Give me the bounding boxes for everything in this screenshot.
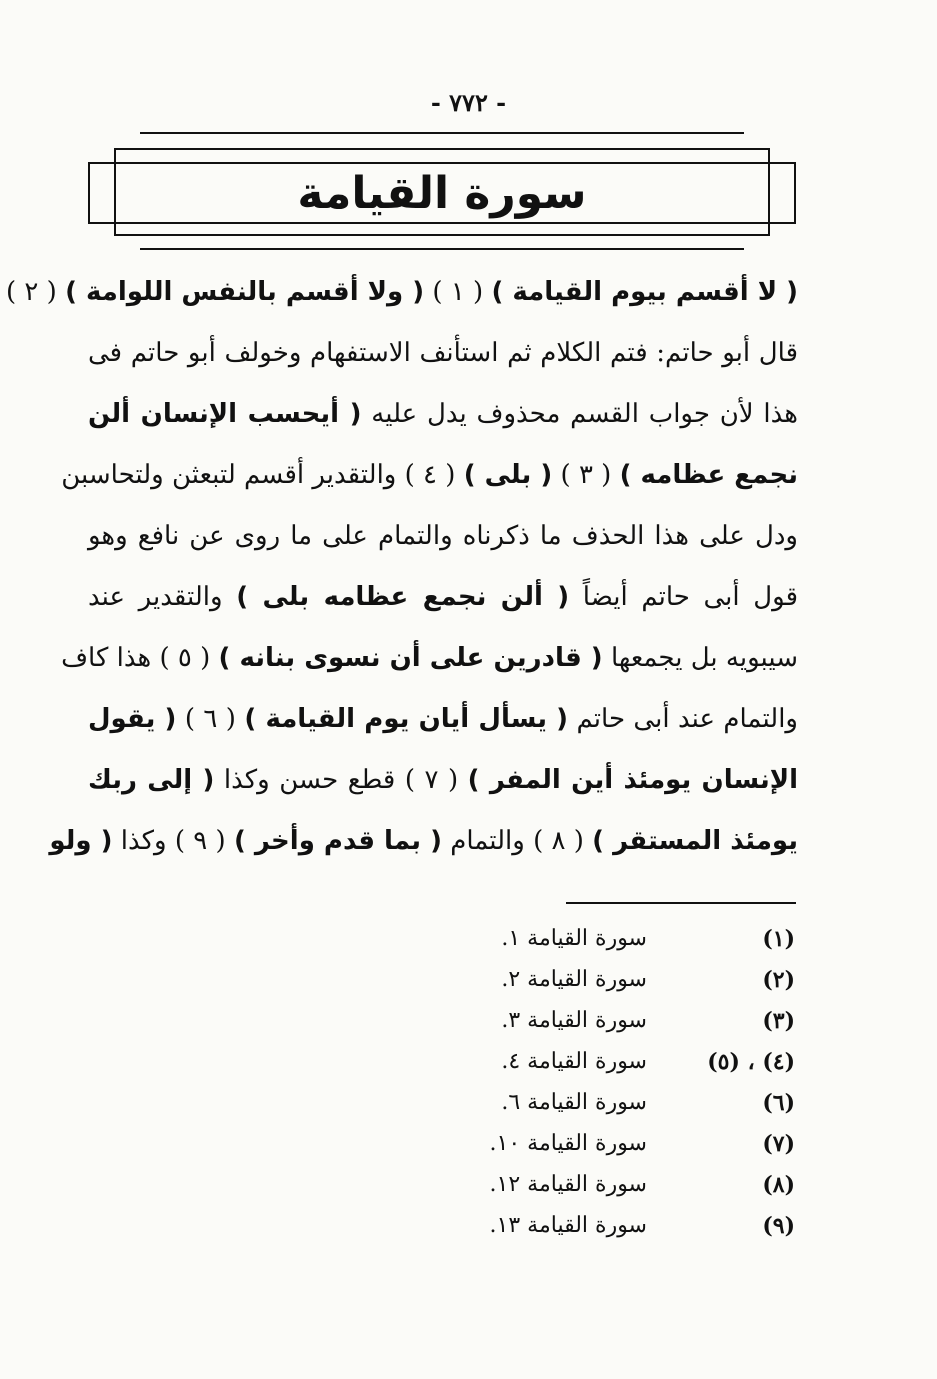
text-line: [88, 323, 798, 384]
frame-line-bottom-inner: [114, 234, 770, 236]
title-box: [88, 162, 796, 224]
footnote-item: [0, 1125, 937, 1166]
footnotes: [0, 920, 937, 1248]
quran-quote: ( ولا أقسم بالنفس اللوامة ): [65, 277, 425, 307]
quran-quote: يومئذ المستقر ): [592, 826, 798, 856]
footnote-item: [0, 1002, 937, 1043]
footnote-text: سورة القيامة ٣.: [501, 1008, 647, 1033]
footnote-number: (٨): [762, 1172, 795, 1198]
quran-quote: ( لا أقسم بيوم القيامة ): [491, 277, 798, 307]
commentary-text: ( ٣ ): [552, 460, 620, 490]
frame-line-top-outer: [140, 132, 744, 134]
footnote-item: [0, 1043, 937, 1084]
quran-quote: ( أيحسب الإنسان ألن: [88, 399, 362, 429]
commentary-text: ( ٩ ) وكذا: [112, 826, 234, 856]
page-number: - ٧٧٢ -: [430, 88, 507, 117]
footnote-text: سورة القيامة ٦.: [501, 1090, 647, 1115]
commentary-text: سيبويه بل يجمعها: [602, 643, 798, 673]
commentary-text: ( ١ ): [424, 277, 492, 307]
footnote-item: [0, 1166, 937, 1207]
commentary-text: ودل على هذا الحذف ما ذكرناه والتمام على ما روى عن نافع وهو: [88, 521, 798, 551]
commentary-text: ( ٤ ) والتقدير أقسم لتبعثن ولتحاسبن: [61, 460, 464, 490]
quran-quote: ( قادرين على أن نسوى بنانه ): [218, 643, 603, 673]
footnote-number: (٧): [762, 1131, 795, 1157]
commentary-text: ( ٢ ): [5, 277, 66, 307]
commentary-text: ( ٧ ) قطع حسن وكذا: [214, 765, 468, 795]
frame-line-bottom-outer: [140, 248, 744, 250]
quran-quote: ( إلى ربك: [88, 765, 215, 795]
footnote-number: (٦): [762, 1090, 795, 1116]
quran-quote: ( ألن نجمع عظامه بلى ): [236, 582, 570, 612]
footnote-number: (٩): [762, 1213, 795, 1239]
text-line: [88, 506, 798, 567]
footnote-text: سورة القيامة ١٢.: [489, 1172, 647, 1197]
footnote-text: سورة القيامة ٤.: [501, 1049, 647, 1074]
footnote-number: (٣): [762, 1008, 795, 1034]
footnote-number: (٤) ، (٥): [707, 1049, 795, 1075]
quran-quote: ( ولو: [49, 826, 113, 856]
body-text: [5, 262, 799, 872]
footnote-text: سورة القيامة ٢.: [501, 967, 647, 992]
text-line: [88, 567, 798, 628]
commentary-text: ( ٦ ): [176, 704, 245, 734]
footnote-item: [0, 920, 937, 961]
quran-quote: ( يسأل أيان يوم القيامة ): [244, 704, 569, 734]
title-frame: [88, 132, 798, 252]
text-line: [88, 384, 798, 445]
commentary-text: ( ٥ ) هذا كاف: [61, 643, 219, 673]
text-line: [5, 262, 798, 323]
text-line: [88, 689, 798, 750]
text-line: [49, 811, 798, 872]
commentary-text: والتقدير عند: [88, 582, 237, 612]
commentary-text: هذا لأن جواب القسم محذوف يدل عليه: [361, 399, 799, 429]
footnote-separator: [566, 902, 796, 904]
quran-quote: ( بما قدم وأخر ): [233, 826, 442, 856]
commentary-text: والتمام عند أبى حاتم: [568, 704, 798, 734]
footnote-item: [0, 1084, 937, 1125]
quran-quote: ( يقول: [88, 704, 177, 734]
text-line: [61, 445, 798, 506]
text-line: [88, 750, 798, 811]
text-line: [61, 628, 798, 689]
footnote-text: سورة القيامة ١٣.: [489, 1213, 647, 1238]
commentary-text: ( ٨ ) والتمام: [441, 826, 593, 856]
footnote-item: [0, 961, 937, 1002]
quran-quote: الإنسان يومئذ أين المفر ): [467, 765, 798, 795]
footnote-item: [0, 1207, 937, 1248]
commentary-text: قول أبى حاتم أيضاً: [569, 582, 799, 612]
footnote-number: (٢): [762, 967, 795, 993]
footnote-text: سورة القيامة ١٠.: [489, 1131, 647, 1156]
footnote-number: (١): [762, 926, 795, 952]
surah-title: سورة القيامة: [297, 167, 587, 219]
footnote-text: سورة القيامة ١.: [501, 926, 647, 951]
quran-quote: نجمع عظامه ): [619, 460, 798, 490]
commentary-text: قال أبو حاتم: فتم الكلام ثم استأنف الاستفهام وخولف أبو حاتم فى: [88, 338, 798, 368]
quran-quote: ( بلى ): [463, 460, 553, 490]
